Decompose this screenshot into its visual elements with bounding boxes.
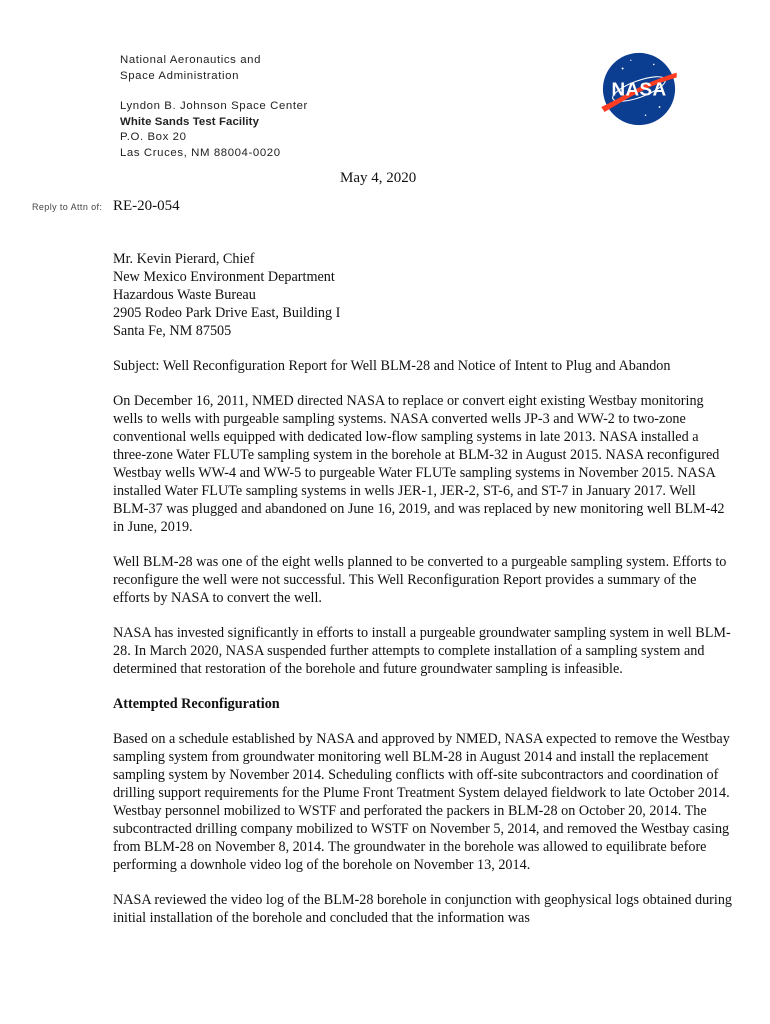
paragraph: NASA has invested significantly in efforts to install a purgeable groundwater sampling system in well BLM-28. In March 2020, NASA suspended further attempts to complete installation of a sampling system and determined that restoration of the borehole and future groundwater sampling is infeasible. [113,625,731,677]
paragraph: NASA reviewed the video log of the BLM-28 borehole in conjunction with geophysical logs obtained during initial installation of the borehole and concluded that the information was [113,892,733,926]
logo-text: NASA [611,78,667,100]
po-box: P.O. Box 20 [120,131,187,143]
reply-to-label: Reply to Attn of: [32,202,103,212]
recipient-line: Mr. Kevin Pierard, Chief [113,251,255,267]
nasa-meatball-logo [598,48,680,130]
paragraph: Based on a schedule established by NASA and approved by NMED, NASA expected to remove the Westbay sampling system from groundwater monitoring well BLM-28 in August 2014 and install the replacement sampling system by November 2014. Scheduling conflicts with off-site subcontractors and coordination of drilling support requirements for the Plume Front Treatment System delayed fieldwork to late October 2014. Westbay personnel mobilized to WSTF and perforated the packers in BLM-28 on October 20, 2014. The subcontracted drilling company mobilized to WSTF on November 5, 2014, and removed the Westbay casing from BLM-28 on November 8, 2014. The groundwater in the borehole was allowed to equilibrate before performing a downhole video log of the borehole on November 13, 2014. [113,731,730,873]
city-state-zip: Las Cruces, NM 88004-0020 [120,146,281,159]
paragraph: On December 16, 2011, NMED directed NASA to replace or convert eight existing Westbay monitoring wells to wells with purgeable sampling systems. NASA converted wells JP-3 and WW-2 to two-zone conventional wells equipped with dedicated low-flow sampling systems in late 2013. NASA installed a three-zone Water FLUTe sampling system in the borehole at BLM-32 in August 2015. NASA reconfigured Westbay wells WW-4 and WW-5 to purgeable Water FLUTe sampling systems in November 2015. NASA installed Water FLUTe sampling systems in wells JER-1, JER-2, ST-6, and ST-7 in January 2017. Well BLM-37 was plugged and abandoned on June 16, 2019, and was replaced by new monitoring well BLM-42 in June, 2019. [113,393,725,535]
reference-number: RE-20-054 [113,198,180,214]
letterhead [120,53,308,161]
org-name-line-2: Space Administration [120,69,240,82]
recipient-line: 2905 Rodeo Park Drive East, Building I [113,305,341,321]
facility-name: White Sands Test Facility [120,115,260,128]
letter-body [113,250,733,927]
subject-line: Subject: Well Reconfiguration Report for Well BLM-28 and Notice of Intent to Plug and Abandon [113,358,671,374]
center-name: Lyndon B. Johnson Space Center [120,100,308,112]
recipient-address [113,250,733,340]
section-heading: Attempted Reconfiguration [113,696,280,712]
recipient-line: Hazardous Waste Bureau [113,287,256,303]
letter-date: May 4, 2020 [340,170,417,186]
paragraph: Well BLM-28 was one of the eight wells planned to be converted to a purgeable sampling system. Efforts to reconfigure the well were not successful. This Well Reconfiguration Report provides a summary of the efforts by NASA to convert the well. [113,554,727,606]
org-name-line-1: National Aeronautics and [120,54,262,66]
recipient-line: New Mexico Environment Department [113,269,335,285]
recipient-line: Santa Fe, NM 87505 [113,323,232,339]
